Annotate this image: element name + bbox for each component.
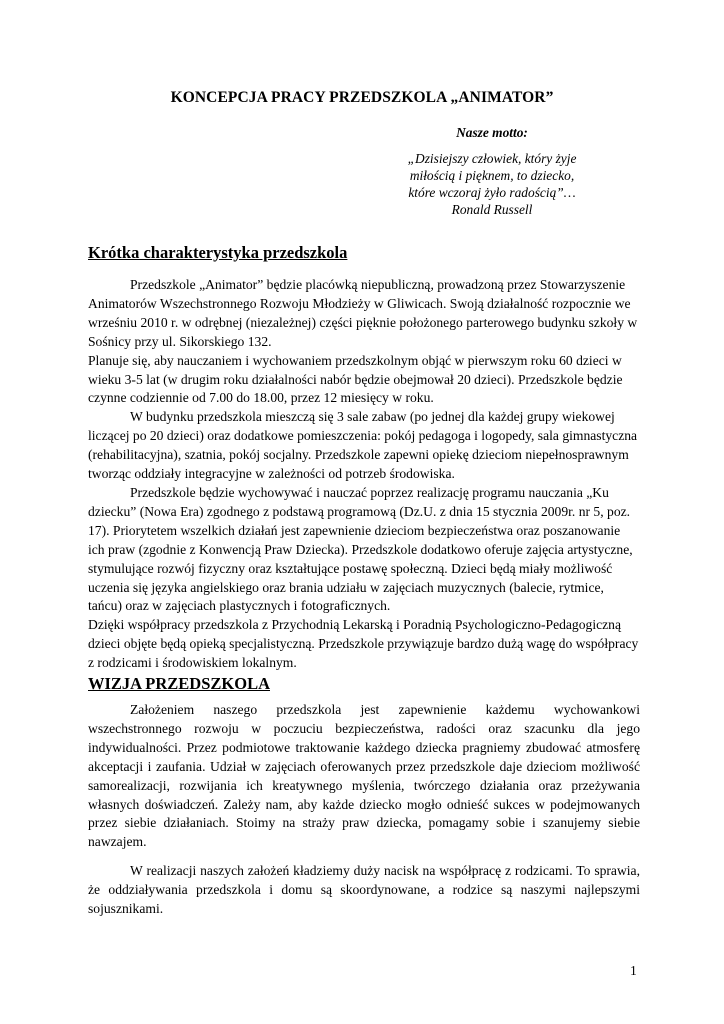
motto-line: miłością i pięknem, to dziecko, [409, 168, 575, 183]
section-heading-characteristics: Krótka charakterystyka przedszkola [88, 243, 348, 262]
document-title: KONCEPCJA PRACY PRZEDSZKOLA „ANIMATOR” [170, 89, 554, 106]
motto-line: które wczoraj żyło radością”… [408, 185, 576, 200]
motto-block [380, 124, 604, 218]
motto-author: Ronald Russell [451, 202, 533, 217]
motto-label: Nasze motto: [456, 125, 528, 140]
page-number: 1 [630, 963, 637, 978]
paragraph: W realizacji naszych założeń kładziemy duży nacisk na współpracę z rodzicami. To sprawia, że oddziaływania przedszkola i domu są skoordynowane, a rodzice są naszymi najlepszymi sojusznikami. [88, 863, 640, 917]
section-vision [88, 701, 640, 919]
paragraph: Założeniem naszego przedszkola jest zapewnienie każdemu wychowankowi wszechstronnego rozwoju w poczuciu bezpieczeństwa, radości oraz szacunku dla jego indywidualności. Przez podmiotowe traktowanie każdego dziecka pragniemy zbudować atmosferę akceptacji i zaufania. Udział w zajęciach oferowanych przez przedszkole daje dzieciom możliwość samorealizacji, rozwijania ich kreatywnego myślenia, twórczego działania oraz przeżywania własnych doświadczeń. Zależy nam, aby każde dziecko mogło odnieść sukces w podejmowanych przez siebie działaniach. Stoimy na straży praw dziecka, pomagamy sobie i szanujemy siebie nawzajem. [88, 702, 640, 850]
paragraph: Planuje się, aby nauczaniem i wychowaniem przedszkolnym objąć w pierwszym roku 60 dzieci w wieku 3-5 lat (w drugim roku działalności nabór będzie obejmował 20 dzieci). Przedszkole będzie czynne codziennie od 7.00 do 18.00, przez 12 miesięcy w roku. [88, 352, 623, 406]
paragraph: Przedszkole będzie wychowywać i nauczać poprzez realizację programu nauczania „Ku dziecku” (Nowa Era) zgodnego z podstawą programową (Dz.U. z dnia 15 stycznia 2009r. nr 5, poz. 17). Priorytetem wszelkich działań jest zapewnienie dzieciom bezpieczeństwa oraz poszanowanie ich praw (zgodnie z Konwencją Praw Dziecka). Przedszkole dodatkowo oferuje zajęcia artystyczne, stymulujące rozwój fizyczny oraz kształtujące postawę społeczną. Dzieci będą miały możliwość uczenia się języka angielskiego oraz brania udziału w zajęciach muzycznych (balecie, rytmice, tańcu) oraz w zajęciach plastycznych i fotograficznych. [88, 484, 633, 614]
section-characteristics [88, 276, 640, 673]
paragraph: Dzięki współpracy przedszkola z Przychodnią Lekarską i Poradnią Psychologiczno-Pedagogiczną dzieci objęte będą opieką specjalistyczną. Przedszkole przywiązuje bardzo dużą wagę do współpracy z rodzicami i środowiskiem lokalnym. [88, 617, 639, 671]
paragraph: Przedszkole „Animator” będzie placówką niepubliczną, prowadzoną przez Stowarzyszenie Animatorów Wszechstronnego Rozwoju Młodzieży w Gliwicach. Swoją działalność rozpocznie we wrześniu 2010 r. w odrębnej (niezależnej) części pięknie położonego parterowego budynku szkoły w Sośnicy przy ul. Sikorskiego 132. [88, 277, 638, 349]
motto-line: „Dzisiejszy człowiek, który żyje [407, 151, 577, 166]
section-heading-vision: WIZJA PRZEDSZKOLA [88, 674, 270, 693]
paragraph: W budynku przedszkola mieszczą się 3 sale zabaw (po jednej dla każdej grupy wiekowej liczącej po 20 dzieci) oraz dodatkowe pomieszczenia: pokój pedagoga i logopedy, sala gimnastyczna (rehabilitacyjna), szatnia, pokój socjalny. Przedszkole zapewni opiekę dzieciom niepełnosprawnym tworząc oddziały integracyjne w zależności od potrzeb środowiska. [88, 409, 638, 482]
